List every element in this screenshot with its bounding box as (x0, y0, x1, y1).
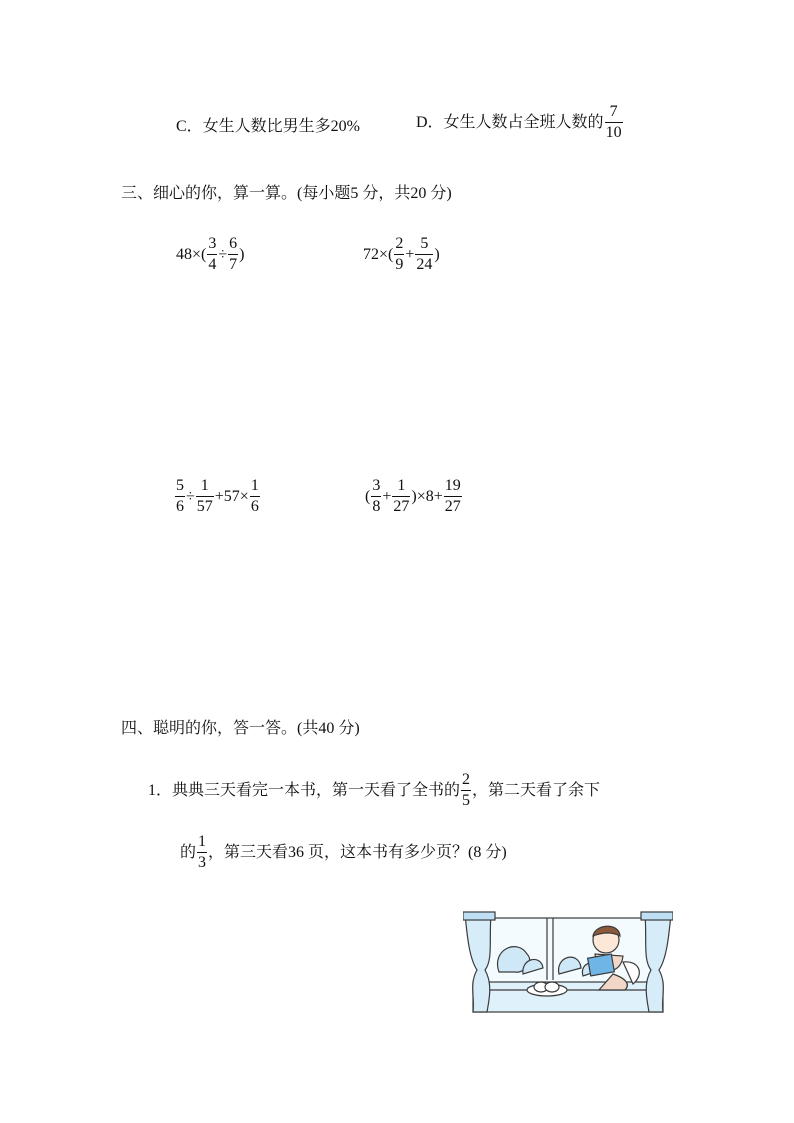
option-c (176, 116, 360, 138)
fraction-denominator: 24 (416, 256, 433, 273)
expr-text: )×8+ (411, 487, 443, 505)
fraction-denominator: 7 (229, 256, 238, 273)
question-text: 1．典典三天看完一本书，第一天看了全书的 (148, 781, 461, 799)
question-1-line-2 (180, 834, 507, 871)
fraction (250, 478, 260, 515)
fraction-denominator: 27 (444, 498, 461, 515)
fraction-numerator: 1 (198, 833, 207, 850)
fraction (175, 478, 185, 515)
fraction-numerator: 1 (397, 477, 406, 494)
problem-3 (174, 478, 261, 515)
fraction (461, 772, 471, 809)
expr-text: ) (434, 245, 440, 263)
option-d-text: D．女生人数占全班人数的 (416, 113, 604, 131)
fraction (207, 236, 217, 273)
option-c-text: C．女生人数比男生多20% (176, 118, 361, 135)
problem-4 (365, 478, 463, 515)
expr-text: 72×( (363, 245, 394, 263)
question-text: ，第二天看了余下 (472, 781, 601, 799)
fraction (228, 236, 238, 273)
problem-1 (176, 236, 244, 273)
fraction-numerator: 19 (444, 477, 461, 494)
fraction-numerator: 5 (176, 477, 184, 494)
fraction-denominator: 10 (605, 124, 622, 141)
problem-2 (363, 236, 440, 273)
fraction (444, 478, 462, 515)
expr-text: 48×( (176, 245, 207, 263)
fraction-denominator: 9 (395, 256, 404, 273)
fraction (415, 236, 433, 273)
section4-heading: 四、聪明的你，答一答。(共40 分) (121, 720, 360, 737)
fraction-denominator: 5 (462, 792, 471, 809)
question-text: 的 (180, 843, 197, 861)
fraction-denominator: 4 (208, 256, 217, 273)
fraction-numerator: 7 (609, 103, 618, 120)
fraction (197, 834, 207, 871)
fraction (371, 478, 381, 515)
question-text: ，第三天看36 页，这本书有多少页？(8 分) (208, 843, 507, 861)
operator: ÷ (186, 487, 195, 505)
fraction-denominator: 27 (393, 498, 410, 515)
fraction (392, 478, 410, 515)
section3-heading: 三、细心的你，算一算。(每小题5 分，共20 分) (121, 185, 452, 202)
fraction-numerator: 3 (372, 477, 381, 494)
fraction-numerator: 5 (420, 235, 429, 252)
fraction-denominator: 8 (372, 498, 381, 515)
option-d-fraction (605, 104, 623, 141)
operator: ÷ (218, 245, 228, 263)
operator: + (405, 245, 415, 263)
question-1-line-1 (148, 772, 600, 809)
fraction-numerator: 1 (250, 477, 259, 494)
operator: + (382, 487, 392, 505)
expr-text: ( (365, 487, 371, 505)
fraction-denominator: 6 (176, 498, 184, 515)
child-reading-by-window-icon (463, 910, 673, 1018)
fraction-numerator: 3 (208, 235, 217, 252)
fraction-denominator: 3 (198, 854, 207, 871)
fraction-denominator: 57 (196, 498, 213, 515)
fraction-numerator: 1 (200, 477, 209, 494)
fraction-numerator: 2 (462, 771, 471, 788)
fraction-numerator: 6 (229, 235, 238, 252)
fraction-denominator: 6 (250, 498, 259, 515)
option-d (416, 104, 624, 141)
expr-text: ) (239, 245, 245, 263)
fraction (196, 478, 214, 515)
fraction-numerator: 2 (395, 235, 404, 252)
fraction (394, 236, 404, 273)
expr-text: +57× (214, 487, 249, 505)
